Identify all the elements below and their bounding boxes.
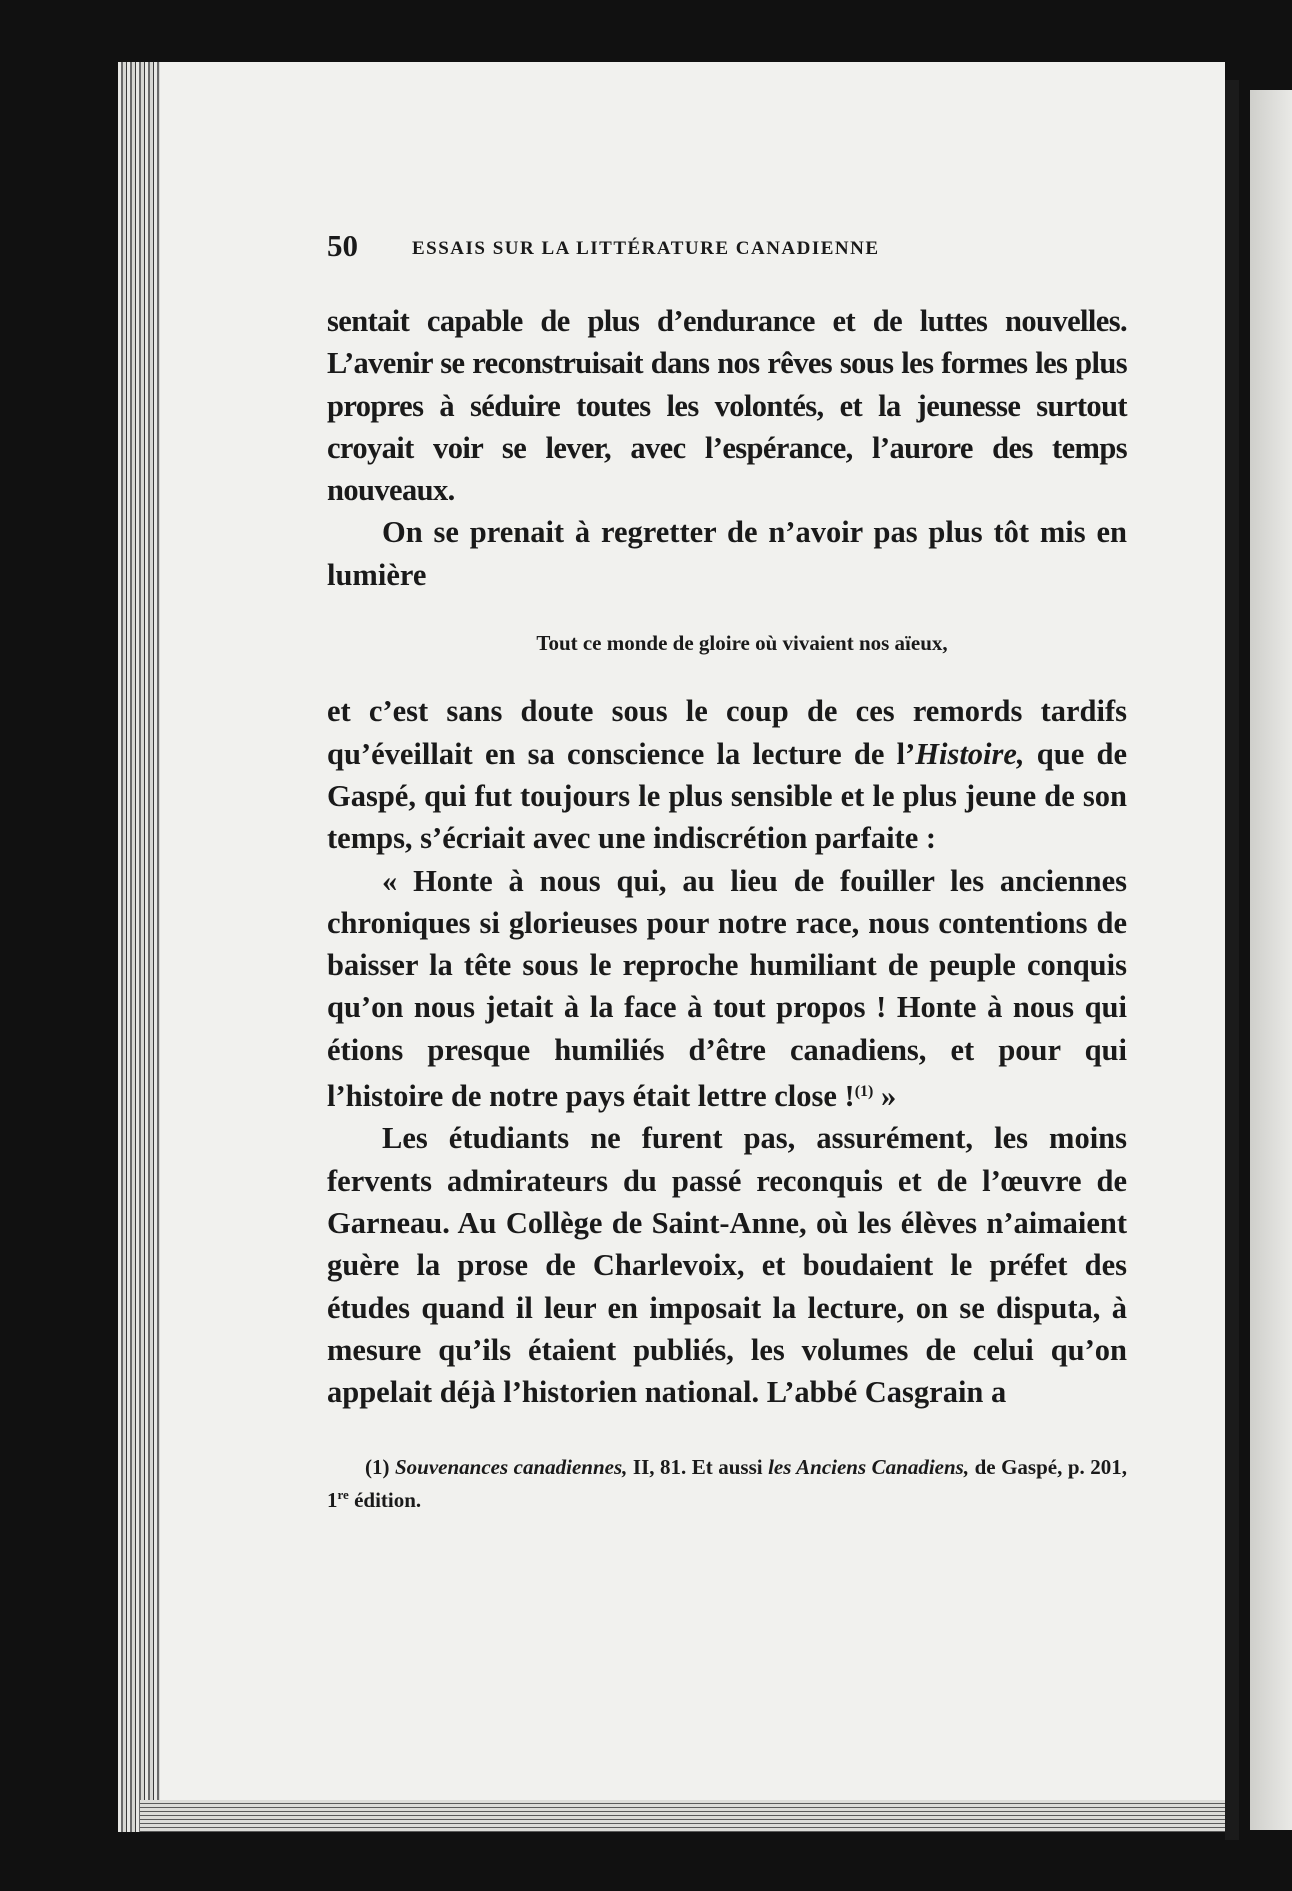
paragraph-4-quotation [327, 860, 1127, 1118]
page-number: 50 [327, 228, 358, 263]
edition-superscript: re [337, 1487, 349, 1503]
paragraph-4-text: « Honte à nous qui, au lieu de fouiller les anciennes chroniques si glorieuses pour notre race, nous contentions de baisser la tête sous le reproche humiliant de peuple conquis qu’on nous jetait à la face à tout propos ! Honte à nous qui étions presque humiliés d’être canadiens, et pour qui l’histoire de notre pays était lettre close ! [327, 863, 1127, 1114]
footnote-title-2: les Anciens Canadiens, [768, 1455, 970, 1480]
running-title: ESSAIS SUR LA LITTÉRATURE CANADIENNE [412, 238, 880, 259]
paragraph-1: sentait capable de plus d’endurance et de luttes nouvelles. L’avenir se reconstruisait dans nos rêves sous les formes les plus propres à séduire toutes les volontés, et la jeunesse surtout croyait voir se lever, avec l’espérance, l’aurore des temps nouveaux. [327, 304, 1127, 508]
page-content [327, 228, 1127, 1514]
paragraph-3-italic-title: Histoire, [915, 736, 1025, 771]
footnote-text-1: II, 81. Et aussi [627, 1455, 769, 1480]
gutter-shadow [1225, 80, 1239, 1840]
footnote-text-3: édition. [348, 1488, 422, 1513]
footnote-reference: (1) [854, 1083, 874, 1101]
footnote-text-2: de Gaspé, p. 201, 1 [327, 1455, 1128, 1513]
closing-guillemet: » [873, 1079, 897, 1114]
verse-quotation: Tout ce monde de gloire où vivaient nos aïeux, [536, 631, 948, 656]
bottom-page-edges [140, 1800, 1230, 1832]
running-head [327, 228, 1127, 268]
paragraph-2: On se prenait à regretter de n’avoir pas plus tôt mis en lumière [327, 515, 1127, 592]
footnote-marker: (1) [365, 1455, 395, 1480]
footnote-text [327, 1453, 1127, 1514]
footnote [327, 1453, 1127, 1514]
footnote-title-1: Souvenances canadiennes, [394, 1455, 628, 1480]
paragraph-3-text-b: que de Gaspé, qui fut toujours le plus sensible et le plus jeune de son temps, s’écriait avec une indiscrétion parfaite : [327, 736, 1127, 856]
paragraph-3 [327, 690, 1127, 859]
paragraph-5: Les étudiants ne furent pas, assurément, les moins fervents admirateurs du passé reconquis et de l’œuvre de Garneau. Au Collège de Saint-Anne, où les élèves n’aimaient guère la prose de Charlevoix, et boudaient le préfet des études quand il leur en imposait la lecture, on se disputa, à mesure qu’ils étaient publiés, les volumes de celui qu’on appelait déjà l’historien national. L’abbé Casgrain a [327, 1121, 1127, 1410]
paragraph-3-text-a: et c’est sans doute sous le coup de ces remords tardifs qu’éveillait en sa conscience la lecture de l’ [327, 694, 1127, 771]
body-text [327, 300, 1127, 1413]
facing-page-edge [1250, 90, 1292, 1830]
